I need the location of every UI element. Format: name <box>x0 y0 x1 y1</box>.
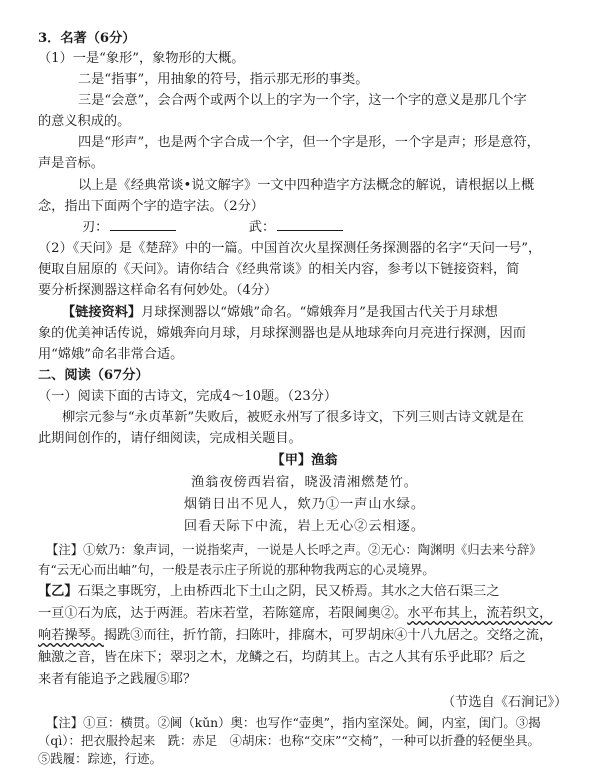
prose-line-d: 触激之音，皆在床下；翠羽之木，龙鳞之石，均荫其上。古之人其有乐乎此耶？后之 <box>38 650 526 665</box>
prose-text-c2: 揭跣③而往，折竹箭，扫陈叶，排腐木，可罗胡床④十八九居之。交络之流， <box>103 628 553 643</box>
prose-note-a: 【注】①亘：横贯。②阃（kǔn）奥：也写作“壶奥”，指内室深处。阃，内室，闺门。③揭 <box>46 715 541 730</box>
prose-text-a: 石渠之事既穷，上由桥西北下土山之阴，民又桥焉。其水之大倍石渠三之 <box>77 584 500 599</box>
link-material-line-c: 用“嫦娥”命名非常合适。 <box>38 347 184 362</box>
prose-note-c: ⑤践履：踪迹，行迹。 <box>38 751 162 766</box>
q1-paragraph-1: （1）一是“象形”，象物形的大概。 <box>38 51 245 66</box>
reading-heading: 二、阅读（67分） <box>38 368 149 383</box>
poem-note-a: 【注】①欸乃：象声词，一说指桨声，一说是人长呼之声。②无心：陶渊明《归去来兮辞》 <box>46 542 542 557</box>
answer-blank-row <box>82 218 345 237</box>
q1-paragraph-3b: 的意义积成的。 <box>38 114 131 129</box>
prose-line-e: 来者有能追予之践履⑤耶？ <box>38 672 197 687</box>
q1-paragraph-5b: 念，指出下面两个字的造字法。（2分） <box>38 199 264 214</box>
reading-intro-a: 柳宗元参与“永贞革新”失败后，被贬永州写了很多诗文，下列三则古诗文就是在 <box>62 410 524 425</box>
prose-label: 【乙】 <box>38 584 78 599</box>
reading-intro-b: 此期间创作的，请仔细阅读，完成相关题目。 <box>38 431 302 446</box>
link-material-label: 【链接资料】 <box>62 305 142 320</box>
section3-heading: 3．名著（6分） <box>38 31 136 46</box>
link-material-line-b: 象的优美神话传说，嫦娥奔向月球，月球探测器也是从地球奔向月亮进行探测，因而 <box>38 326 526 341</box>
q2-paragraph-1b: 便取自屈原的《天问》。请你结合《经典常谈》的相关内容，参考以下链接资料，简 <box>38 262 520 277</box>
q1-paragraph-3a: 三是“会意”，会合两个或两个以上的字为一个字，这一个字的意义是那几个字 <box>78 93 527 108</box>
blank2-input[interactable] <box>277 218 343 231</box>
prose-note-b: （qì）：把衣服拎起来 跣：赤足 ④胡床：也称“交床”“交椅”，一种可以折叠的轻便坐具。 <box>38 733 540 748</box>
q1-paragraph-4a: 四是“形声”，也是两个字合成一个字，但一个字是形，一个字是声；形是意符， <box>78 135 540 150</box>
prose-line-b <box>38 605 552 623</box>
q2-paragraph-1a: （2）《天问》是《楚辞》中的一篇。中国首次火星探测任务探测器的名字“天问一号”， <box>38 241 542 256</box>
prose-underlined-c1: 响若操琴。 <box>38 628 104 643</box>
blank1-label: 刃： <box>82 220 109 235</box>
q2-paragraph-1c: 要分析探测器这样命名有何妙处。（4分） <box>38 283 278 298</box>
poem-line-2: 烟销日出不见人，欸乃①一声山水绿。 <box>183 497 426 512</box>
prose-line-a <box>38 583 500 601</box>
poem-line-1: 渔翁夜傍西岩宿，晓汲清湘燃楚竹。 <box>191 475 418 490</box>
prose-line-c <box>38 627 552 645</box>
prose-text-b1: 一亘①石为底，达于两涯。若床若堂，若陈筵席，若限阃奥②。 <box>38 606 408 621</box>
poem-title: 【甲】渔翁 <box>271 453 338 468</box>
poem-note-b: 有“云无心而出岫”句，一般是表示庄子所说的那种物我两忘的心灵境界。 <box>38 562 435 577</box>
prose-source: （节选自《石涧记》） <box>442 695 568 710</box>
prose-underlined-b2: 水平布其上，流若织文， <box>407 606 553 621</box>
blank1-input[interactable] <box>110 218 176 231</box>
link-material-line-a <box>62 304 498 322</box>
link-material-text-a: 月球探测器以“嫦娥”命名。“嫦娥奔月”是我国古代关于月球想 <box>141 305 498 320</box>
poem-line-3: 回看天际下中流，岩上无心②云相逐。 <box>183 519 426 534</box>
q1-paragraph-4b: 声是音标。 <box>38 156 104 171</box>
reading-part1-instruction: （一）阅读下面的古诗文，完成4～10题。（23分） <box>38 389 338 404</box>
q1-paragraph-5a: 以上是《经典常谈•说文解字》一文中四种造字方法概念的解说，请根据以上概 <box>78 178 535 193</box>
blank2-label: 武： <box>248 220 276 235</box>
q1-paragraph-2: 二是“指事”，用抽象的符号，指示那无形的事类。 <box>78 72 369 87</box>
